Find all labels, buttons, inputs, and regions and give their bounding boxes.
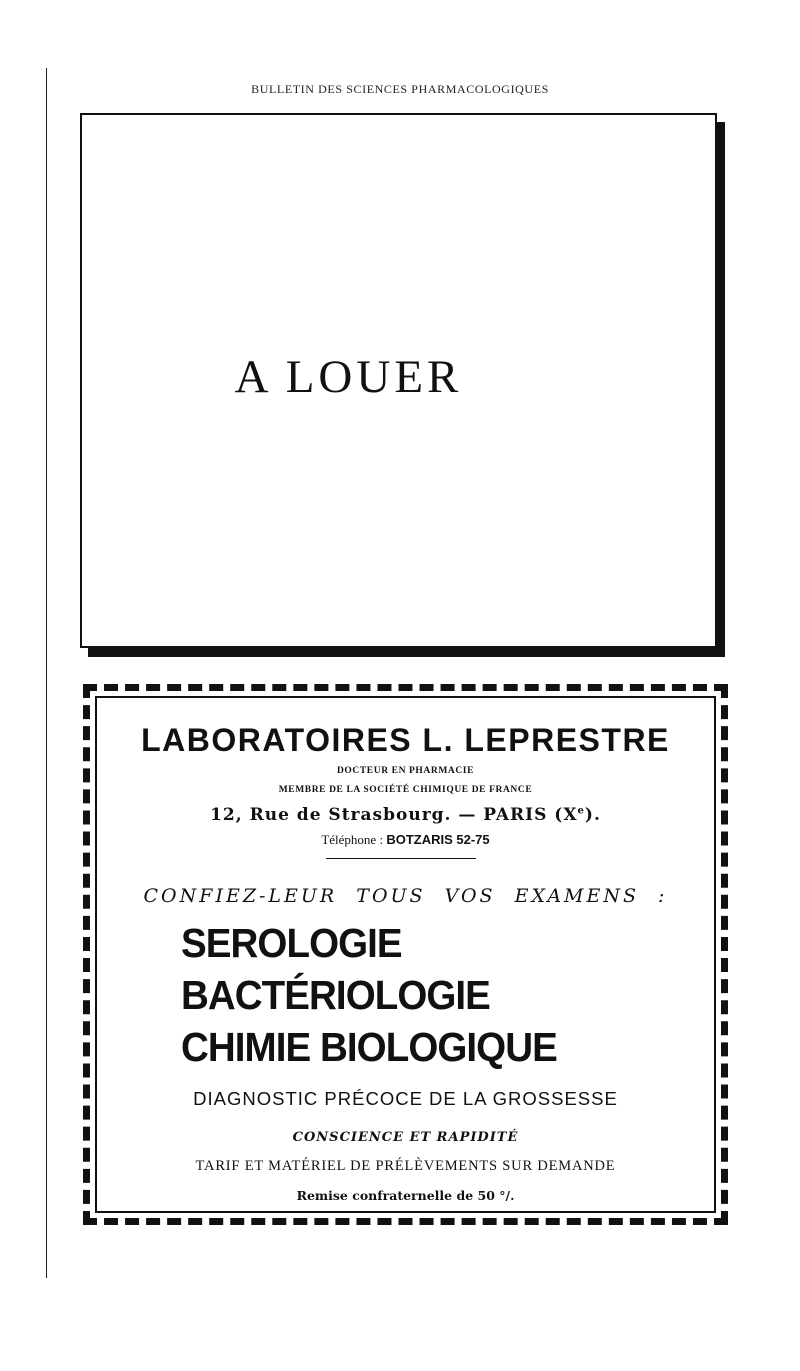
specialty-serology: SEROLOGIE (181, 920, 402, 966)
phone-label: Téléphone : (321, 832, 387, 847)
membership-line: MEMBRE DE LA SOCIÉTÉ CHIMIQUE DE FRANCE (278, 785, 533, 795)
specialty-bacteriology: BACTÉRIOLOGIE (181, 972, 490, 1018)
running-head: BULLETIN DES SCIENCES PHARMACOLOGIQUES (251, 82, 549, 96)
laboratory-advert-inner (95, 696, 716, 1213)
address-line (97, 805, 714, 825)
rent-advert-text: A LOUER (234, 351, 463, 403)
laboratory-advert (83, 684, 728, 1225)
tagline: CONFIEZ-LEUR TOUS VOS EXAMENS : (143, 885, 668, 907)
address-text: 12, Rue de Strasbourg. — PARIS (X (210, 805, 578, 825)
degree-line: DOCTEUR EN PHARMACIE (336, 766, 475, 776)
phone-number: BOTZARIS 52-75 (386, 832, 490, 847)
laboratory-title: LABORATOIRES L. LEPRESTRE (141, 722, 670, 758)
specialty-biochemistry: CHIMIE BIOLOGIQUE (181, 1024, 557, 1070)
margin-rule (46, 68, 47, 1278)
separator-rule (326, 858, 476, 859)
motto-line: CONSCIENCE ET RAPIDITÉ (292, 1130, 519, 1145)
rent-advert-box (80, 113, 717, 648)
tariff-line: TARIF ET MATÉRIEL DE PRÉLÈVEMENTS SUR DEMANDE (195, 1158, 616, 1174)
discount-line: Remise confraternelle de 50 °/. (296, 1188, 515, 1203)
arrondissement-sup: e (577, 805, 585, 817)
diagnostic-line: DIAGNOSTIC PRÉCOCE DE LA GROSSESSE (193, 1088, 618, 1109)
phone-line (97, 832, 714, 848)
address-close: ). (584, 805, 601, 825)
